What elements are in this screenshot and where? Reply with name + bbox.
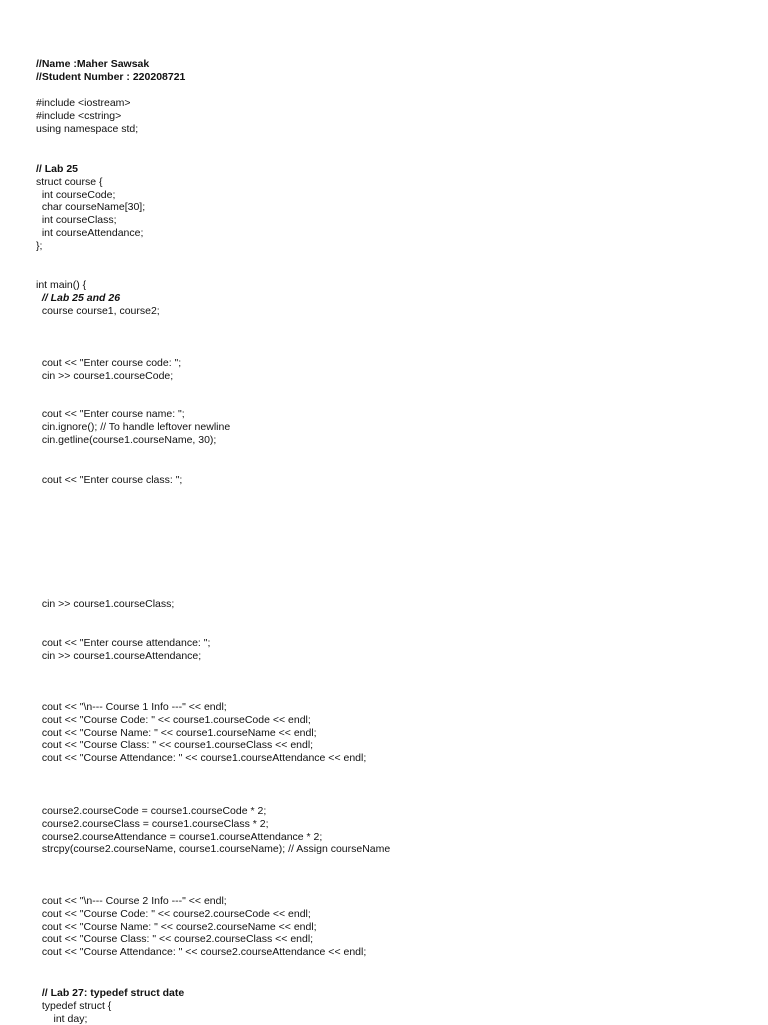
code-line: course2.courseClass = course1.courseClass * 2; bbox=[36, 817, 269, 830]
code-line: int day; bbox=[36, 1012, 88, 1025]
lab25-comment: // Lab 25 bbox=[36, 163, 79, 175]
header-block bbox=[36, 58, 185, 84]
struct-block bbox=[36, 163, 145, 253]
code-line: int courseCode; bbox=[36, 188, 116, 201]
code-line: cin.ignore(); // To handle leftover newline bbox=[36, 420, 231, 433]
code-line: cin >> course1.courseClass; bbox=[36, 598, 175, 610]
code-line: cout << "Course Code: " << course1.courseCode << endl; bbox=[36, 713, 311, 726]
typedef-block bbox=[36, 987, 184, 1025]
code-line: cout << "\n--- Course 2 Info ---" << endl; bbox=[36, 895, 227, 907]
print-course2-block bbox=[36, 895, 366, 959]
lab25-26-comment: // Lab 25 and 26 bbox=[36, 291, 121, 304]
lab27-comment: // Lab 27: typedef struct date bbox=[36, 987, 185, 999]
header-student-number-line: //Student Number : 220208721 bbox=[36, 70, 186, 83]
input-class-read-block bbox=[36, 598, 174, 611]
code-line: cin >> course1.courseAttendance; bbox=[36, 649, 202, 662]
code-line: #include <cstring> bbox=[36, 109, 122, 122]
code-line: cout << "Course Name: " << course1.courseName << endl; bbox=[36, 726, 317, 739]
code-line: }; bbox=[36, 239, 43, 252]
print-course1-block bbox=[36, 701, 366, 765]
code-line: course course1, course2; bbox=[36, 304, 160, 317]
assign-course2-block bbox=[36, 805, 390, 856]
input-attendance-block bbox=[36, 637, 210, 663]
code-line: strcpy(course2.courseName, course1.courseName); // Assign courseName bbox=[36, 843, 391, 856]
code-line: cout << "Course Attendance: " << course1.courseAttendance << endl; bbox=[36, 752, 367, 765]
code-line: cout << "Enter course name: "; bbox=[36, 408, 185, 420]
header-name-line: //Name :Maher Sawsak bbox=[36, 58, 150, 70]
input-name-block bbox=[36, 408, 230, 446]
code-line: cout << "\n--- Course 1 Info ---" << endl; bbox=[36, 701, 227, 713]
code-line: cout << "Course Class: " << course1.courseClass << endl; bbox=[36, 739, 314, 752]
code-line: cout << "Enter course attendance: "; bbox=[36, 637, 211, 649]
code-line: course2.courseCode = course1.courseCode * 2; bbox=[36, 805, 267, 817]
code-line: char courseName[30]; bbox=[36, 201, 146, 214]
code-line: using namespace std; bbox=[36, 122, 139, 135]
code-line: int main() { bbox=[36, 279, 87, 291]
code-line: #include <iostream> bbox=[36, 97, 131, 109]
code-line: int courseClass; bbox=[36, 214, 117, 227]
code-line: cin.getline(course1.courseName, 30); bbox=[36, 433, 217, 446]
input-class-prompt-block bbox=[36, 474, 182, 487]
includes-block bbox=[36, 97, 138, 135]
input-code-block bbox=[36, 357, 181, 383]
code-line: cout << "Course Name: " << course2.courseName << endl; bbox=[36, 920, 317, 933]
code-line: cout << "Enter course code: "; bbox=[36, 357, 182, 369]
code-line: cout << "Course Code: " << course2.courseCode << endl; bbox=[36, 907, 311, 920]
code-line: int courseAttendance; bbox=[36, 226, 144, 239]
main-block bbox=[36, 279, 160, 317]
code-line: cout << "Course Attendance: " << course2.courseAttendance << endl; bbox=[36, 946, 367, 959]
code-line: cin >> course1.courseCode; bbox=[36, 369, 174, 382]
code-line: course2.courseAttendance = course1.courseAttendance * 2; bbox=[36, 830, 323, 843]
code-line: cout << "Enter course class: "; bbox=[36, 474, 183, 486]
code-line: cout << "Course Class: " << course2.courseClass << endl; bbox=[36, 933, 314, 946]
code-line: typedef struct { bbox=[36, 999, 112, 1012]
code-line: struct course { bbox=[36, 175, 103, 188]
